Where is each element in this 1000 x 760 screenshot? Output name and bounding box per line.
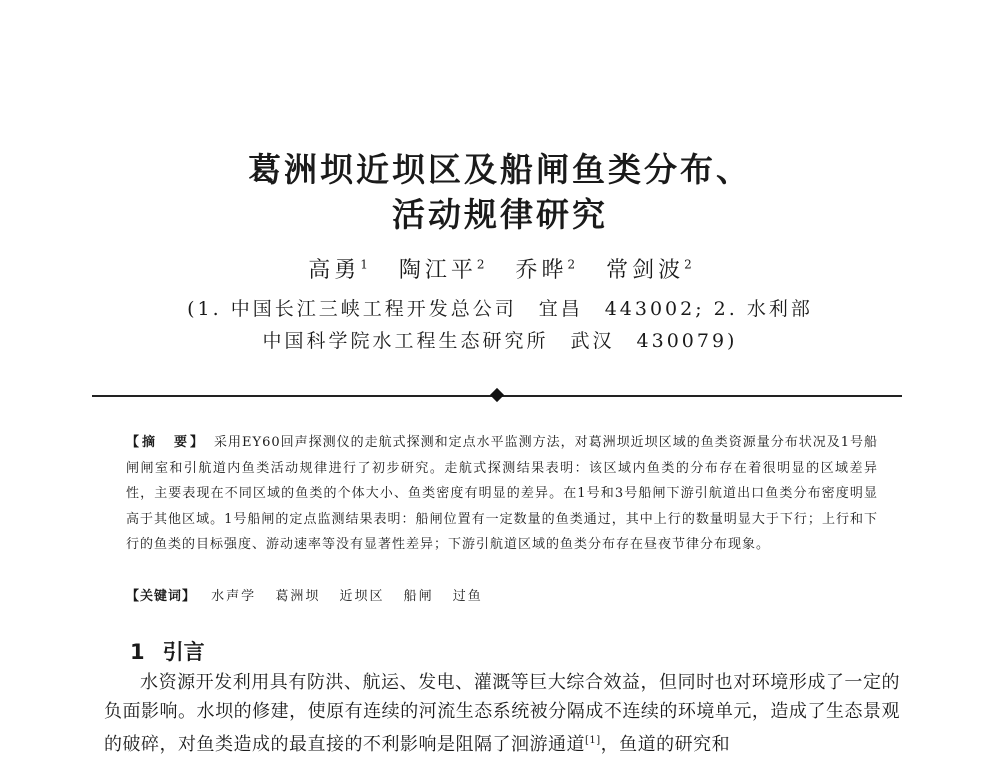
keywords — [126, 584, 878, 609]
author: 常剑波$^2$ — [606, 258, 692, 284]
author: 陶江平$^2$ — [398, 258, 485, 284]
keyword: 过鱼 — [452, 589, 483, 604]
keyword: 葛洲坝 — [275, 589, 321, 604]
body-paragraph: 水资源开发利用具有防洪、航运、发电、灌溉等巨大综合效益，但同时也对环境形成了一定的负面影响。水坝的修建，使原有连续的河流生态系统被分隔成不连续的环境单元，造成了生态景观的破碎，对鱼类造成的最直接的不利影响是阻隔了洄游通道[1]，鱼道的研究和 — [104, 672, 900, 755]
citation-ref[interactable]: [1] — [585, 735, 601, 746]
affiliation-line2: 中国科学院水工程生态研究所 武汉 430079) — [262, 330, 738, 352]
author: 高勇$^1$ — [308, 258, 368, 284]
section-heading — [130, 638, 205, 666]
abstract-text: 采用EY60回声探测仪的走航式探测和定点水平监测方法，对葛洲坝近坝区域的鱼类资源量分布状况及1号船闸闸室和引航道内鱼类活动规律进行了初步研究。走航式探测结果表明：该区域内鱼类的分布存在着很明显的区域差异性，主要表现在不同区域的鱼类的个体大小、鱼类密度有明显的差异。在1号和3号船闸下游引航道出口鱼类分布密度明显高于其他区域。1号船闸的定点监测结果表明：船闸位置有一定数量的鱼类通过，其中上行的数量明显大于下行；上行和下行的鱼类的目标强度、游动速率等没有显著性差异；下游引航道区域的鱼类分布存在昼夜节律分布现象。 — [126, 435, 878, 552]
keyword: 船闸 — [403, 589, 434, 604]
abstract — [126, 430, 878, 558]
keywords-label: 【关键词】 — [126, 589, 197, 604]
author-list — [0, 250, 1000, 286]
keyword: 近坝区 — [339, 589, 385, 604]
section-number: 1 — [130, 640, 145, 664]
abstract-label: 【摘 要】 — [126, 435, 207, 450]
section-title: 引言 — [162, 640, 205, 664]
paper-title-line2: 活动规律研究 — [392, 195, 608, 234]
affiliation-line1: (1. 中国长江三峡工程开发总公司 宜昌 443002; 2. 水利部 — [187, 298, 813, 320]
keyword: 水声学 — [211, 589, 257, 604]
divider-diamond-ornament — [490, 388, 504, 402]
paper-title-line1: 葛洲坝近坝区及船闸鱼类分布、 — [248, 150, 752, 189]
author: 乔晔$^2$ — [515, 258, 576, 284]
